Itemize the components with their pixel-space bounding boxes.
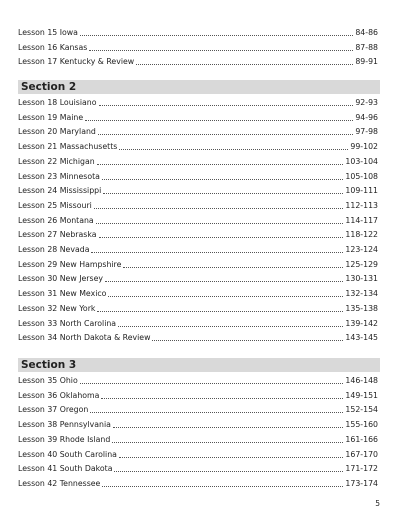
lesson-title: Lesson 36 Oklahoma	[18, 390, 100, 400]
lesson-pages: 103-104	[345, 156, 378, 166]
toc-entry	[18, 184, 378, 196]
dot-leader	[102, 179, 343, 180]
lesson-pages: 94-96	[355, 112, 378, 122]
lesson-pages: 87-88	[355, 42, 378, 52]
page-number: 5	[375, 499, 380, 508]
lesson-title: Lesson 29 New Hampshire	[18, 259, 122, 269]
lesson-title: Lesson 16 Kansas	[18, 42, 88, 52]
dot-leader	[97, 164, 344, 165]
lesson-title: Lesson 18 Louisiano	[18, 98, 97, 107]
lesson-pages: 118-122	[345, 230, 378, 240]
dot-leader	[85, 120, 353, 121]
lesson-pages: 89-91	[355, 57, 378, 67]
lesson-title: Lesson 28 Nevada	[18, 245, 90, 254]
lesson-pages: 99-102	[350, 142, 378, 152]
toc-entry	[18, 403, 378, 415]
section-header: Section 3	[18, 358, 380, 372]
toc-entry	[18, 462, 378, 474]
dot-leader	[105, 281, 343, 282]
lesson-pages: 152-154	[345, 405, 378, 415]
lesson-pages: 112-113	[345, 200, 378, 210]
dot-leader	[136, 64, 353, 65]
lesson-title: Lesson 34 North Dakota & Review	[18, 333, 151, 343]
toc-entry	[18, 140, 378, 152]
lesson-pages: 143-145	[345, 333, 378, 343]
dot-leader	[99, 105, 354, 106]
lesson-pages: 125-129	[345, 259, 378, 269]
dot-leader	[96, 223, 344, 224]
lesson-title: Lesson 19 Maine	[18, 112, 84, 122]
toc-entry	[18, 272, 378, 284]
lesson-title: Lesson 25 Missouri	[18, 200, 92, 210]
toc-entry	[18, 41, 378, 53]
lesson-pages: 109-111	[345, 186, 378, 196]
dot-leader	[103, 193, 343, 194]
dot-leader	[119, 457, 343, 458]
lesson-title: Lesson 42 Tennessee	[18, 478, 101, 488]
lesson-pages: 130-131	[345, 274, 378, 284]
toc-entry	[18, 258, 378, 270]
toc-entry	[18, 155, 378, 167]
lesson-pages: 92-93	[355, 98, 378, 107]
lesson-title: Lesson 33 North Carolina	[18, 318, 117, 328]
lesson-title: Lesson 23 Minnesota	[18, 171, 100, 181]
lesson-title: Lesson 22 Michigan	[18, 156, 95, 166]
lesson-pages: 139-142	[345, 318, 378, 328]
toc-entry	[18, 26, 378, 38]
dot-leader	[98, 134, 353, 135]
toc-entry	[18, 331, 378, 343]
lesson-pages: 105-108	[345, 171, 378, 181]
toc-entry	[18, 243, 378, 255]
lesson-title: Lesson 39 Rhode Island	[18, 434, 111, 444]
toc-entry	[18, 433, 378, 445]
lesson-title: Lesson 24 Mississippi	[18, 186, 102, 196]
lesson-title: Lesson 26 Montana	[18, 215, 94, 225]
dot-leader	[80, 383, 344, 384]
lesson-pages: 167-170	[345, 449, 378, 459]
dot-leader	[108, 296, 343, 297]
lesson-pages: 146-148	[345, 376, 378, 385]
lesson-pages: 84-86	[355, 28, 378, 37]
lesson-pages: 132-134	[345, 289, 378, 299]
lesson-title: Lesson 17 Kentucky & Review	[18, 57, 135, 67]
lesson-pages: 97-98	[355, 127, 378, 137]
lesson-pages: 135-138	[345, 303, 378, 313]
section-header: Section 2	[18, 80, 380, 94]
toc-entry	[18, 228, 378, 240]
toc-entry	[18, 374, 378, 386]
lesson-title: Lesson 32 New York	[18, 303, 96, 313]
dot-leader	[89, 50, 353, 51]
dot-leader	[91, 252, 343, 253]
lesson-title: Lesson 35 Ohio	[18, 376, 78, 385]
lesson-title: Lesson 30 New Jersey	[18, 274, 103, 284]
dot-leader	[123, 267, 343, 268]
toc-entry	[18, 389, 378, 401]
dot-leader	[101, 398, 343, 399]
toc-entry	[18, 477, 378, 489]
toc-entry	[18, 287, 378, 299]
toc-entry	[18, 418, 378, 430]
lesson-pages: 171-172	[345, 464, 378, 474]
dot-leader	[80, 35, 353, 36]
toc-entry	[18, 96, 378, 108]
toc-entry	[18, 55, 378, 67]
lesson-title: Lesson 20 Maryland	[18, 127, 96, 137]
toc-entry	[18, 302, 378, 314]
toc-entry	[18, 111, 378, 123]
dot-leader	[97, 311, 343, 312]
dot-leader	[114, 471, 343, 472]
lesson-title: Lesson 31 New Mexico	[18, 289, 107, 299]
lesson-pages: 149-151	[345, 390, 378, 400]
toc-entry	[18, 448, 378, 460]
lesson-pages: 155-160	[345, 420, 378, 430]
lesson-title: Lesson 15 Iowa	[18, 28, 78, 37]
dot-leader	[94, 208, 344, 209]
lesson-title: Lesson 40 South Carolina	[18, 449, 117, 459]
dot-leader	[112, 442, 343, 443]
toc-entry	[18, 125, 378, 137]
lesson-pages: 161-166	[345, 434, 378, 444]
toc-entry	[18, 199, 378, 211]
lesson-title: Lesson 41 South Dakota	[18, 464, 113, 474]
dot-leader	[118, 326, 343, 327]
lesson-title: Lesson 38 Pennsylvania	[18, 420, 111, 430]
toc-entry	[18, 214, 378, 226]
toc-entry	[18, 317, 378, 329]
dot-leader	[152, 340, 343, 341]
dot-leader	[90, 412, 343, 413]
toc-entry	[18, 170, 378, 182]
lesson-title: Lesson 37 Oregon	[18, 405, 89, 415]
dot-leader	[102, 486, 343, 487]
lesson-pages: 114-117	[345, 215, 378, 225]
dot-leader	[119, 149, 348, 150]
lesson-pages: 123-124	[345, 245, 378, 254]
lesson-title: Lesson 27 Nebraska	[18, 230, 97, 240]
lesson-title: Lesson 21 Massachusetts	[18, 142, 118, 152]
lesson-pages: 173-174	[345, 478, 378, 488]
dot-leader	[113, 427, 343, 428]
dot-leader	[99, 237, 344, 238]
